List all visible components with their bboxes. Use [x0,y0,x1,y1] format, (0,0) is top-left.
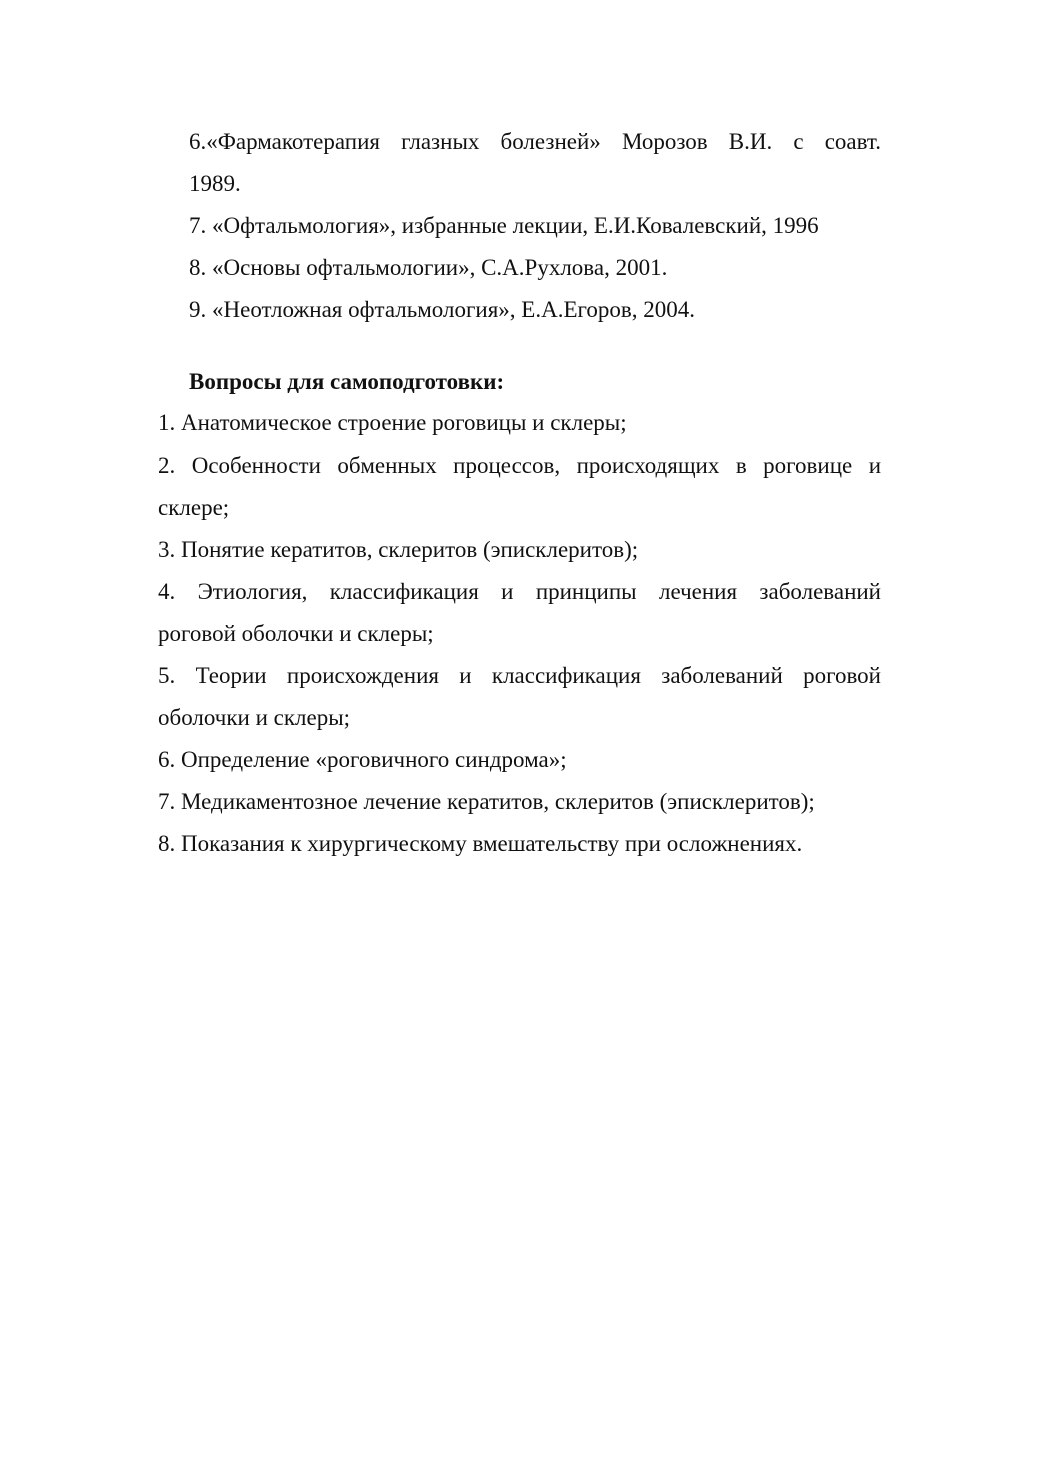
question-item-1: 1. Анатомическое строение роговицы и склеры; [158,410,627,435]
question-item-7: 7. Медикаментозное лечение кератитов, склеритов (эписклеритов); [158,789,815,814]
reference-item-6-line-1: 6.«Фармакотерапия глазных болезней» Морозов В.И. с соавт. [189,129,881,154]
question-item-5-line-1: 5. Теории происхождения и классификация заболеваний роговой [158,663,881,688]
question-item-5-line-2: оболочки и склеры; [158,705,351,730]
reference-item-9: 9. «Неотложная офтальмология», Е.А.Егоров, 2004. [189,297,695,322]
question-item-4-line-1: 4. Этиология, классификация и принципы лечения заболеваний [158,579,881,604]
question-item-2-line-2: склере; [158,495,230,520]
reference-item-8: 8. «Основы офтальмологии», С.А.Рухлова, 2001. [189,255,668,280]
question-item-6: 6. Определение «роговичного синдрома»; [158,747,567,772]
question-item-3: 3. Понятие кератитов, склеритов (эписклеритов); [158,537,639,562]
question-item-2-line-1: 2. Особенности обменных процессов, происходящих в роговице и [158,453,881,478]
reference-item-6-line-2: 1989. [189,171,241,196]
question-item-8: 8. Показания к хирургическому вмешательству при осложнениях. [158,831,803,856]
reference-item-7: 7. «Офтальмология», избранные лекции, Е.И.Ковалевский, 1996 [189,213,819,238]
question-item-4-line-2: роговой оболочки и склеры; [158,621,434,646]
questions-heading: Вопросы для самоподготовки: [189,369,505,394]
